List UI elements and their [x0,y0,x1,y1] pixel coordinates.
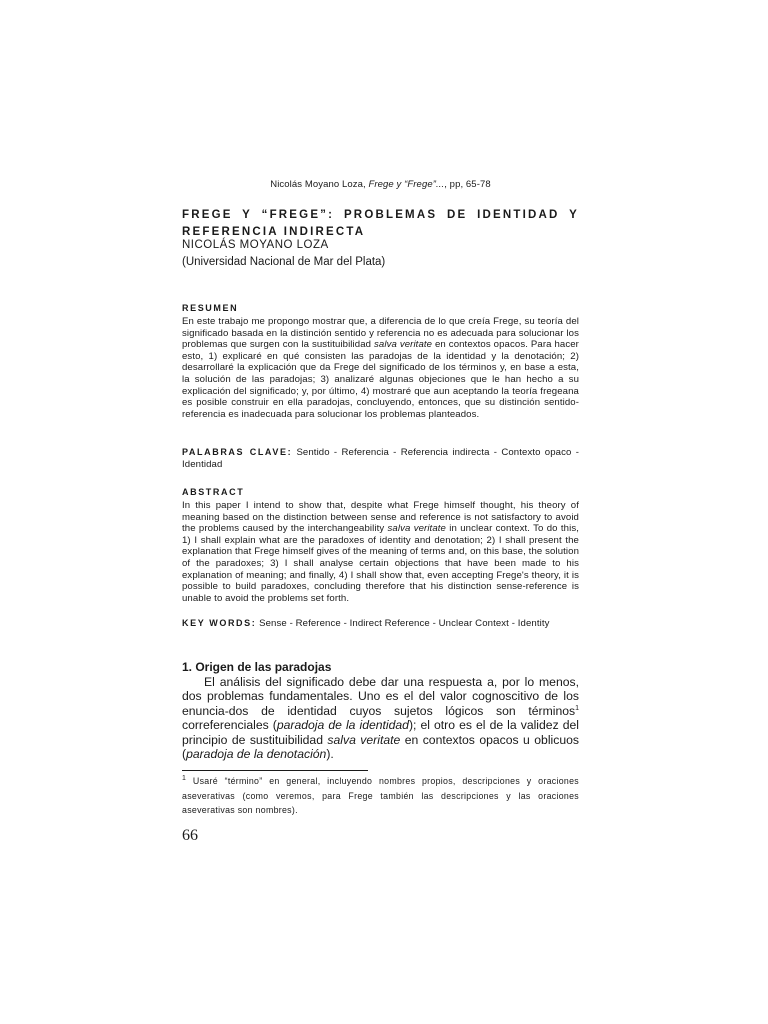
section-paragraph [182,675,579,761]
abstract-text-a: In this paper I intend to show that, despite what Frege himself thought, his theory of meaning based on the distinction between sense and reference is not satisfactory to avoid the problems caused by the interchangeability [182,500,579,535]
section-heading: 1. Origen de las paradojas [182,660,332,674]
paragraph-italic-3: paradoja de la denotación [186,747,327,762]
keywords [182,618,579,630]
article-author: NICOLÁS MOYANO LOZA [182,239,329,251]
paragraph-part-4: en contextos opacos u oblicuos ( [182,732,579,762]
header-title: Frege y “Frege”... [368,179,445,190]
article-affiliation: (Universidad Nacional de Mar del Plata) [182,256,386,268]
resumen-heading: RESUMEN [182,303,239,313]
footnote-text: Usaré “término” en general, incluyendo nombres propios, descripciones y oraciones aseverativas (como veremos, para Frege también las descripciones y las oraciones aseverativas son nombres). [182,776,580,815]
footnote-divider [182,770,368,771]
paragraph-part-3: ); el otro es el de la validez del principio de sustituibilidad [182,718,579,747]
paragraph-part-1: El análisis del significado debe dar una respuesta a, por lo menos, dos problemas fundamentales. Uno es el del valor cognoscitivo de los enuncia-dos de identidad cuyos sujetos lógicos son términos [182,675,579,718]
footnote [182,774,579,818]
header-author: Nicolás Moyano Loza, [270,179,366,190]
paragraph-italic-1: paradoja de la identidad [276,718,409,733]
abstract-text-b: in unclear context. To do this, 1) I shall explain what are the paradoxes of identity and denotation; 2) I shall present the explanation that Frege himself gives of the meaning of terms and, on this base, the solution of the paradoxes; 3) I shall analyse certain objections that have been made to his explanation of meaning; and finally, 4) I shall show that, even accepting Frege's theory, it is possible to build paradoxes, concluding therefore that his distinction sense-reference is unable to avoid the problems set forth. [182,523,579,604]
footnote-mark: 1 [182,775,187,783]
abstract-italic: salva veritate [387,523,446,535]
palabras-clave-text: Sentido - Referencia - Referencia indirecta - Contexto opaco - Identidad [182,447,579,470]
palabras-clave [182,447,579,470]
resumen-text [182,316,579,420]
keywords-label: KEY WORDS: [182,618,257,628]
footnote-reference[interactable]: 1 [575,704,579,712]
palabras-clave-label: PALABRAS CLAVE: [182,447,293,457]
paragraph-part-2: correferenciales ( [182,718,277,733]
abstract-heading: ABSTRACT [182,487,245,497]
article-title: FREGE Y “FREGE”: PROBLEMAS DE IDENTIDAD Y REFERENCIA INDIRECTA [182,209,579,238]
abstract-text [182,500,579,604]
page-number: 66 [182,827,198,844]
running-header [182,179,579,190]
keywords-text: Sense - Reference - Indirect Reference - Unclear Context - Identity [259,618,550,629]
header-pages: , pp, 65-78 [444,179,491,190]
resumen-italic: salva veritate [374,339,433,351]
paragraph-italic-2: salva veritate [327,732,401,747]
paragraph-part-5: ). [326,747,334,762]
resumen-text-a: En este trabajo me propongo mostrar que, a diferencia de lo que creía Frege, su teoría del significado basada en la distinción sentido y referencia no es adecuada para solucionar los problemas que surgen con la sustituibilidad [182,316,579,351]
resumen-text-b: en contextos opacos. Para hacer esto, 1) explicaré en qué consisten las paradojas de la identidad y la denotación; 2) desarrollaré la explicación que da Frege del significado de los términos y, en base a esta, la solución de las paradojas; 3) analizaré algunas objeciones que le han hecho a su explicación del significado; y, por último, 4) mostraré que aun aceptando la teoría fregeana es posible construir en ella paradojas, concluyendo, entonces, que su distinción sentido-referencia es inadecuada para solucionar los problemas planteados. [182,339,579,420]
